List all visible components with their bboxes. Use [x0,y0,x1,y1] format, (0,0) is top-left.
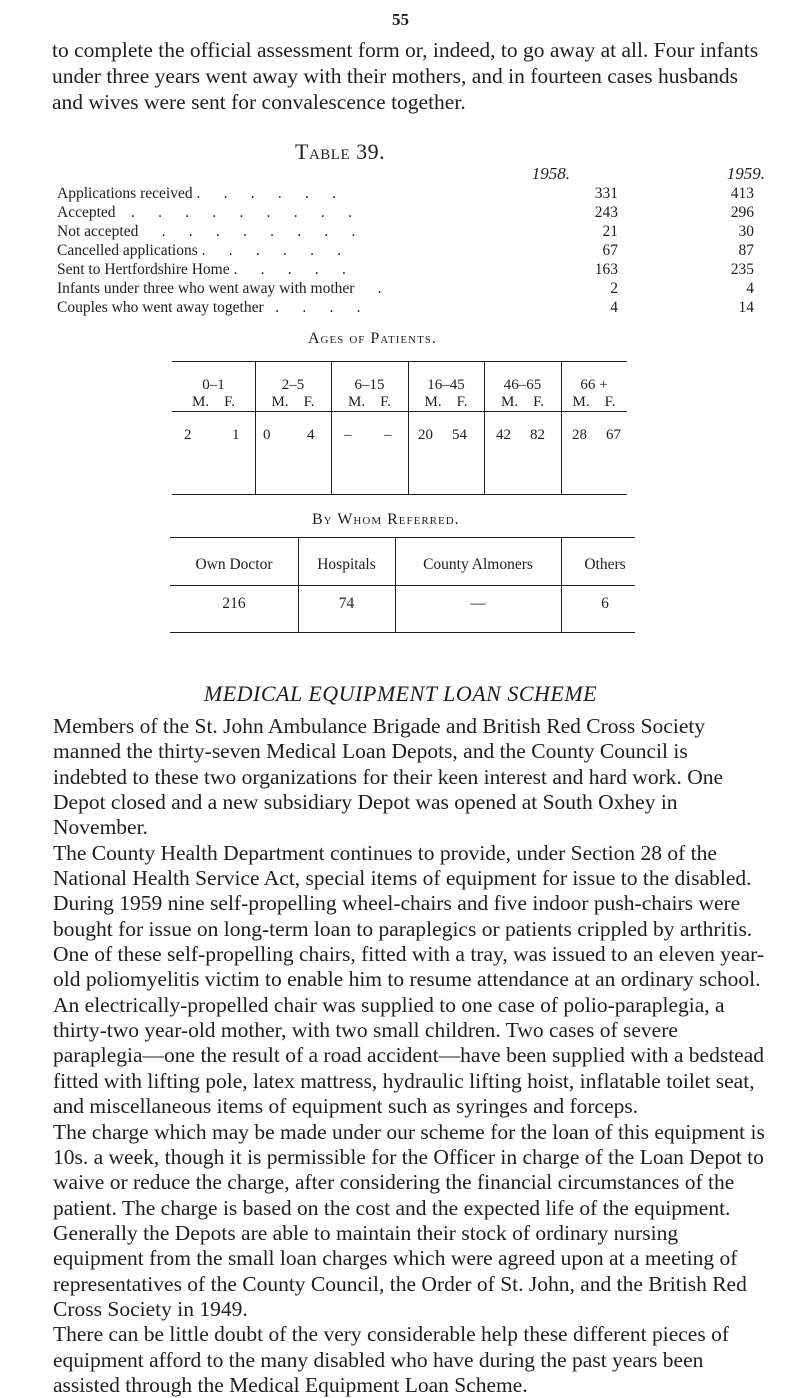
value-1958: 21 [602,223,618,240]
sex-labels: M. F. [192,394,235,410]
table-row [57,203,769,222]
row-label: Sent to Hertfordshire Home . . . . . [57,261,346,278]
referral-table-caption: By Whom Referred. [312,511,460,528]
age-group-header [484,377,561,417]
intro-paragraph: to complete the official assessment form or, indeed, to go away at all. Four infants under three years went away with their mothers, and in fourteen cases husbands and wives were sent for convalescence together. [52,38,759,114]
age-range-label: 0–1 [202,377,225,393]
section-body [53,714,765,1398]
age-range-label: 2–5 [281,377,305,393]
row-label: Couples who went away together . . . . [57,299,361,316]
age-group-header [255,377,331,417]
female-count: 1 [232,427,240,443]
row-label: Applications received . . . . . . [57,185,336,202]
age-range-label: 46–65 [503,377,542,393]
table-top-rule [172,361,627,362]
age-range-label: 66 + [580,377,608,393]
age-range-label: 6–15 [354,377,385,393]
female-count: 54 [452,427,467,443]
male-count: 0 [263,427,271,443]
male-count: 20 [418,427,433,443]
year-1959-header: 1959. [726,164,765,183]
referral-header: Others [584,556,626,573]
table-row [57,279,769,298]
value-1959: 14 [738,299,754,316]
table-row [57,241,769,260]
age-group-header [331,377,408,417]
referral-value: 216 [222,595,246,612]
header-rule [170,585,635,586]
value-1959: 296 [730,204,754,221]
value-1959: 413 [730,185,754,202]
table-row [57,184,769,203]
table-bottom-rule [170,632,635,633]
row-label: Not accepted . . . . . . . . [57,223,356,240]
value-1959: 235 [730,261,754,278]
column-divider [298,537,299,633]
section-heading: MEDICAL EQUIPMENT LOAN SCHEME [203,681,598,706]
age-group-header [172,377,255,417]
sex-labels: M. F. [348,394,391,410]
sex-labels: M. F. [572,394,616,410]
table-bottom-rule [172,494,627,495]
referral-table [170,537,635,633]
referral-value: 74 [338,595,355,612]
value-1958: 243 [594,204,618,221]
male-count: – [344,427,352,443]
age-group-header [561,377,627,417]
page-number: 55 [392,10,409,29]
referral-value: 6 [601,595,609,612]
paragraph: There can be little doubt of the very considerable help these different pieces of equipment afford to the many disabled who have during the past years been assisted through the Medical Equipment Loan Scheme. [53,1322,729,1397]
column-divider [395,537,396,633]
row-label: Accepted . . . . . . . . . [57,204,352,221]
paragraph: Members of the St. John Ambulance Brigade and British Red Cross Society manned the thirty-seven Medical Loan Depots, and the County Council is indebted to these two organizations for their keen interest and hard work. One Depot closed and a new subsidiary Depot was opened at South Oxhey in November. [53,714,724,840]
referral-value: — [470,595,486,612]
female-count: – [384,427,392,443]
row-label: Infants under three who went away with mother . [57,280,382,297]
referral-header: County Almoners [423,556,533,573]
value-1959: 87 [738,242,754,259]
paragraph: The County Health Department continues to provide, under Section 28 of the National Health Service Act, special items of equipment for issue to the disabled. During 1959 nine self-propelling wheel-chairs and five indoor push-chairs were bought for issue on long-term loan to paraplegics or patients crippled by arthritis. One of these self-propelling chairs, fitted with a tray, was issued to an eleven year-old poliomyelitis victim to enable him to resume attendance at an ordinary school. An electrically-propelled chair was supplied to one case of polio-paraplegia, a thirty-two year-old mother, with two small children. Two cases of severe paraplegia—one the result of a road accident—have been supplied with a bedstead fitted with lifting pole, latex mattress, hydraulic lifting hoist, inflatable toilet seat, and miscellaneous items of equipment such as syringes and forceps. [53,840,765,1119]
table-39 [57,184,769,317]
sex-labels: M. F. [424,394,468,410]
table-row [57,298,769,317]
sex-labels: M. F. [501,394,544,410]
table-row [57,260,769,279]
value-1958: 67 [602,242,618,259]
year-1958-header: 1958. [531,164,570,183]
sex-labels: M. F. [271,394,315,410]
table-row [57,222,769,241]
table-39-caption: Table 39. [295,139,386,164]
male-count: 42 [496,427,511,443]
row-label: Cancelled applications . . . . . . [57,242,342,259]
ages-table-caption: Ages of Patients. [308,330,437,347]
value-1958: 4 [610,299,618,316]
value-1958: 163 [594,261,618,278]
value-1959: 30 [738,223,754,240]
paragraph: The charge which may be made under our scheme for the loan of this equipment is 10s. a week, though it is permissible for the Officer in charge of the Loan Depot to waive or reduce the charge, after considering the financial circumstances of the patient. The charge is based on the cost and the expected life of the equipment. Generally the Depots are able to maintain their stock of ordinary nursing equipment from the small loan charges which were agreed upon at a meeting of representatives of the County Council, the Order of St. John, and the British Red Cross Society in 1949. [53,1119,765,1321]
female-count: 67 [606,427,621,443]
male-count: 28 [572,427,587,443]
age-range-label: 16–45 [427,377,465,393]
male-count: 2 [184,427,192,443]
table-top-rule [170,537,635,538]
referral-header: Own Doctor [195,556,273,573]
value-1958: 331 [594,185,618,202]
referral-header: Hospitals [317,556,376,573]
ages-table-value-row [172,427,627,457]
female-count: 4 [307,427,315,443]
female-count: 82 [530,427,545,443]
value-1958: 2 [610,280,618,297]
column-divider [561,537,562,633]
age-group-header [408,377,484,417]
value-1959: 4 [746,280,754,297]
